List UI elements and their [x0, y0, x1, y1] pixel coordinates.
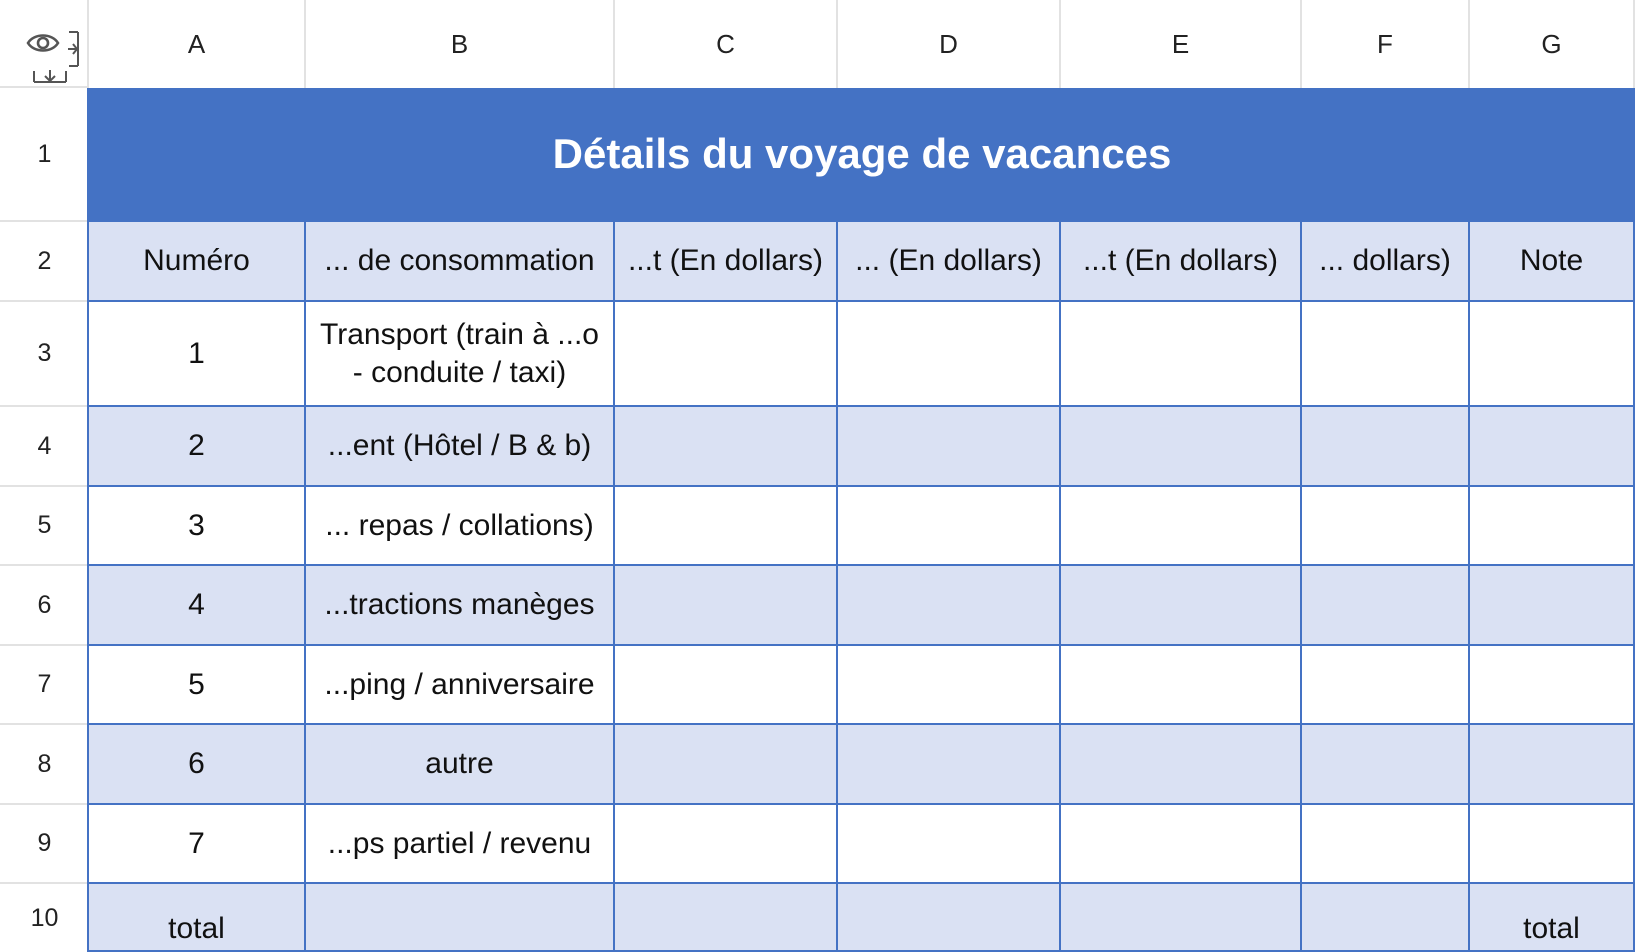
row-header-5[interactable]: 5	[0, 487, 89, 566]
table-cell[interactable]: ...ping / anniversaire	[306, 646, 615, 725]
table-cell[interactable]	[1061, 566, 1302, 646]
table-cell[interactable]	[1061, 725, 1302, 805]
table-cell[interactable]	[838, 805, 1061, 884]
table-cell[interactable]	[1302, 566, 1470, 646]
table-cell[interactable]	[1470, 725, 1635, 805]
table-cell[interactable]	[1302, 407, 1470, 487]
table-cell[interactable]: ...ps partiel / revenu	[306, 805, 615, 884]
table-cell[interactable]	[1302, 884, 1470, 952]
header-cell-note[interactable]: Note	[1470, 222, 1635, 302]
table-cell[interactable]	[1061, 884, 1302, 952]
table-cell[interactable]	[1302, 646, 1470, 725]
total-note-cell[interactable]: total	[1470, 884, 1635, 952]
table-cell[interactable]: ...ent (Hôtel / B & b)	[306, 407, 615, 487]
table-cell[interactable]	[615, 407, 838, 487]
row-header-2[interactable]: 2	[0, 222, 89, 302]
sheet-corner	[0, 0, 89, 88]
table-cell[interactable]	[838, 487, 1061, 566]
table-cell[interactable]: 1	[89, 302, 306, 407]
header-cell-d[interactable]: ... (En dollars)	[838, 222, 1061, 302]
row-header-1[interactable]: 1	[0, 88, 89, 222]
table-cell[interactable]: 6	[89, 725, 306, 805]
table-cell[interactable]	[615, 805, 838, 884]
row-header-10[interactable]: 10	[0, 884, 89, 952]
total-label-cell[interactable]: total	[89, 884, 306, 952]
row-header-7[interactable]: 7	[0, 646, 89, 725]
column-header-e[interactable]: E	[1061, 0, 1302, 88]
table-cell[interactable]: ... repas / collations)	[306, 487, 615, 566]
column-header-f[interactable]: F	[1302, 0, 1470, 88]
table-cell[interactable]	[838, 884, 1061, 952]
column-header-b[interactable]: B	[306, 0, 615, 88]
header-cell-consommation[interactable]: ... de consommation	[306, 222, 615, 302]
row-header-4[interactable]: 4	[0, 407, 89, 487]
table-cell[interactable]	[1470, 566, 1635, 646]
table-cell[interactable]	[838, 646, 1061, 725]
eye-icon[interactable]	[26, 30, 60, 56]
table-cell[interactable]: 5	[89, 646, 306, 725]
table-cell[interactable]	[1302, 725, 1470, 805]
table-cell[interactable]: 2	[89, 407, 306, 487]
table-cell[interactable]	[1061, 805, 1302, 884]
header-cell-c[interactable]: ...t (En dollars)	[615, 222, 838, 302]
table-cell[interactable]	[1061, 302, 1302, 407]
header-cell-e[interactable]: ...t (En dollars)	[1061, 222, 1302, 302]
table-cell[interactable]	[1470, 646, 1635, 725]
table-cell[interactable]	[838, 566, 1061, 646]
table-cell[interactable]	[615, 725, 838, 805]
table-cell[interactable]	[1470, 407, 1635, 487]
table-cell[interactable]	[615, 302, 838, 407]
table-cell[interactable]	[615, 487, 838, 566]
table-cell[interactable]	[1061, 407, 1302, 487]
column-header-c[interactable]: C	[615, 0, 838, 88]
table-cell[interactable]: autre	[306, 725, 615, 805]
row-header-8[interactable]: 8	[0, 725, 89, 805]
row-header-3[interactable]: 3	[0, 302, 89, 407]
table-cell[interactable]	[1302, 805, 1470, 884]
table-cell[interactable]	[1470, 302, 1635, 407]
header-cell-f[interactable]: ... dollars)	[1302, 222, 1470, 302]
row-header-6[interactable]: 6	[0, 566, 89, 646]
table-cell[interactable]	[838, 407, 1061, 487]
table-cell[interactable]	[615, 884, 838, 952]
table-cell[interactable]	[1470, 487, 1635, 566]
table-cell[interactable]: ...tractions manèges	[306, 566, 615, 646]
table-cell[interactable]	[838, 302, 1061, 407]
table-cell[interactable]: 7	[89, 805, 306, 884]
column-header-g[interactable]: G	[1470, 0, 1635, 88]
table-title[interactable]: Détails du voyage de vacances	[89, 88, 1635, 222]
column-header-d[interactable]: D	[838, 0, 1061, 88]
table-cell[interactable]	[1061, 646, 1302, 725]
table-cell[interactable]	[1302, 302, 1470, 407]
header-cell-numero[interactable]: Numéro	[89, 222, 306, 302]
table-cell[interactable]	[306, 884, 615, 952]
column-header-a[interactable]: A	[89, 0, 306, 88]
table-cell[interactable]: 4	[89, 566, 306, 646]
table-cell[interactable]: Transport (train à ...o - conduite / taxi)	[306, 302, 615, 407]
table-cell[interactable]	[838, 725, 1061, 805]
table-cell[interactable]: 3	[89, 487, 306, 566]
table-cell[interactable]	[1302, 487, 1470, 566]
table-cell[interactable]	[615, 566, 838, 646]
row-header-9[interactable]: 9	[0, 805, 89, 884]
table-cell[interactable]	[1061, 487, 1302, 566]
table-cell[interactable]	[1470, 805, 1635, 884]
table-cell[interactable]	[615, 646, 838, 725]
